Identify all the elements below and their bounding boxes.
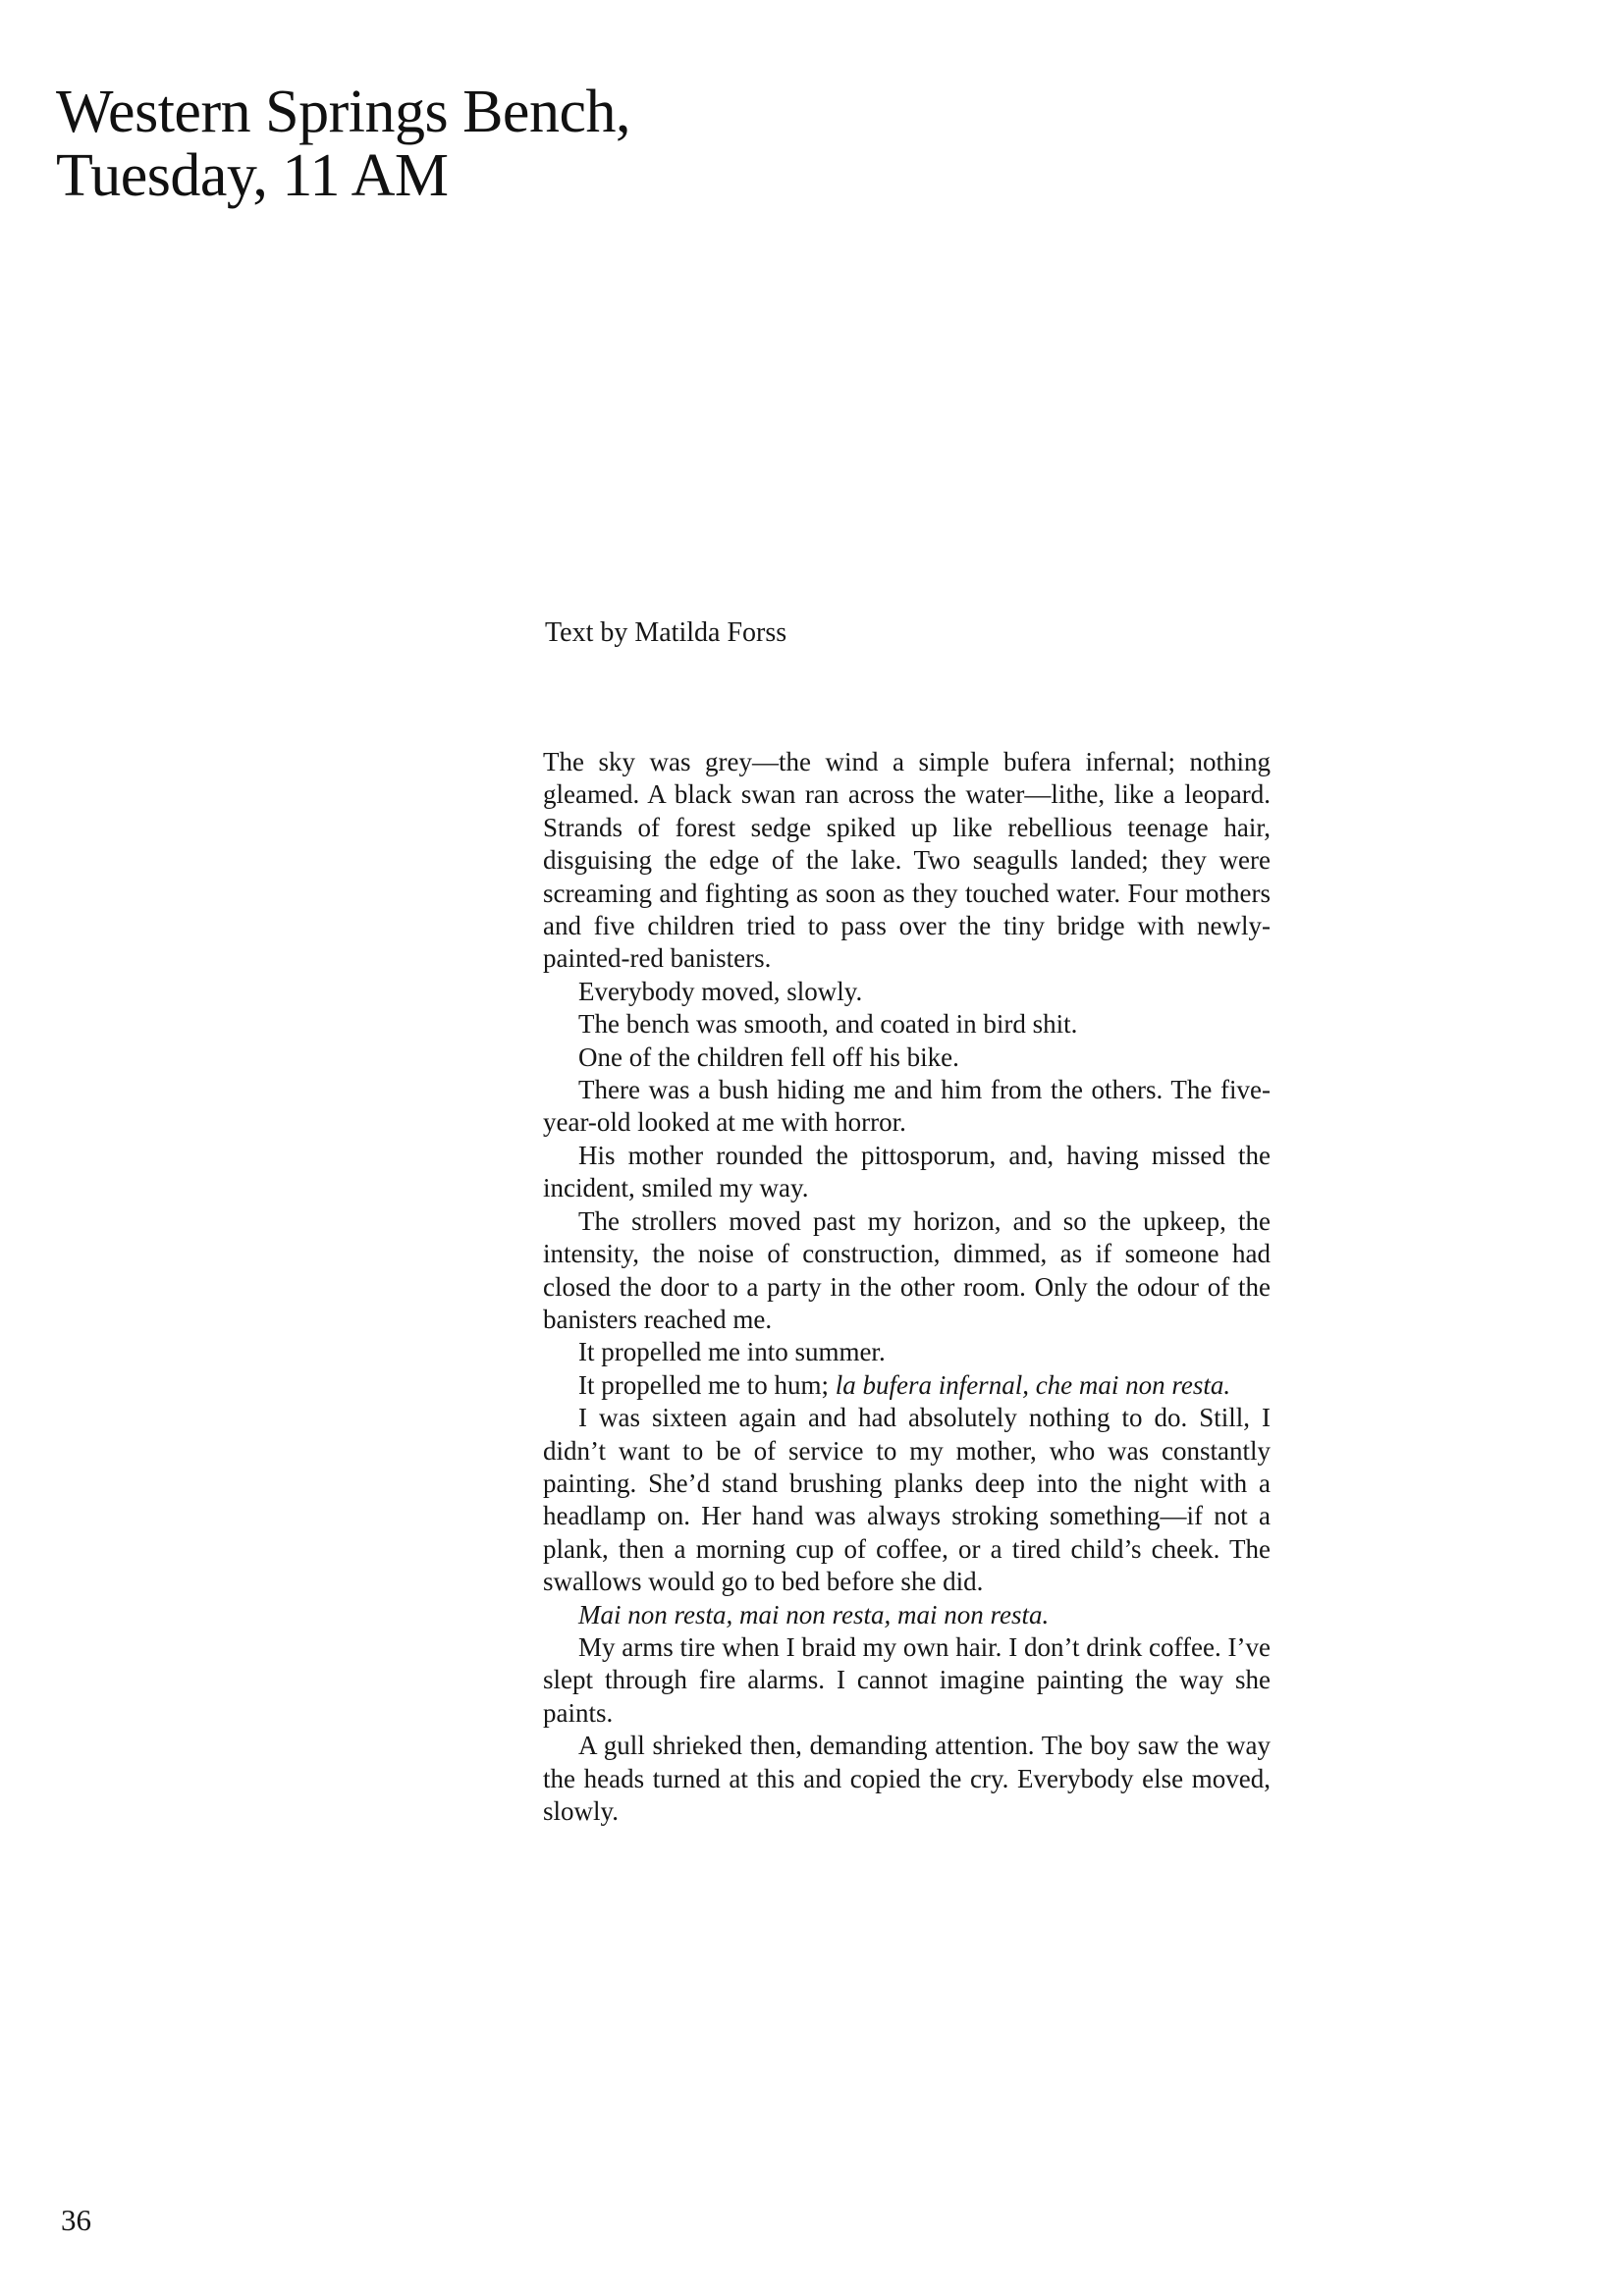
text-run: It propelled me into summer.: [578, 1337, 886, 1367]
paragraph: [543, 1402, 1271, 1598]
paragraph: [543, 1074, 1271, 1140]
text-run: The bench was smooth, and coated in bird shit.: [578, 1009, 1078, 1040]
paragraph: [543, 1205, 1271, 1337]
text-run: One of the children fell off his bike.: [578, 1041, 959, 1072]
paragraph: [543, 1369, 1271, 1402]
paragraph: [543, 1140, 1271, 1205]
text-run: Everybody moved, slowly.: [578, 976, 863, 1006]
text-run: I was sixteen again and had absolutely nothing to do. Still, I didn’t want to be of service to my mother, who was constantly painting. She’d stand brushing planks deep into the night with a headlamp on. Her hand was always stroking something—if not a plank, then a morning cup of coffee, or a tired child’s cheek. The swallows would go to bed before she did.: [543, 1403, 1271, 1597]
paragraph: [543, 976, 1271, 1008]
page-number: 36: [61, 2203, 91, 2237]
paragraph: [543, 1730, 1271, 1828]
byline: Text by Matilda Forss: [545, 617, 787, 648]
text-run: His mother rounded the pittosporum, and, having missed the incident, smiled my way.: [543, 1140, 1271, 1203]
title-line-2: Tuesday, 11 AM: [56, 141, 449, 209]
text-run: It propelled me to hum;: [578, 1369, 836, 1400]
paragraph: [543, 1631, 1271, 1730]
text-run: A gull shrieked then, demanding attention. The boy saw the way the heads turned at this and copied the cry. Everybody else moved, slowly.: [543, 1731, 1271, 1826]
text-run: There was a bush hiding me and him from the others. The five-year-old looked at me with horror.: [543, 1075, 1271, 1138]
paragraph: [543, 1041, 1271, 1074]
article-body: [543, 746, 1271, 1828]
text-run: My arms tire when I braid my own hair. I don’t drink coffee. I’ve slept through fire alarms. I cannot imagine painting the way she paints.: [543, 1631, 1271, 1728]
title-line-1: Western Springs Bench,: [56, 78, 630, 145]
paragraph: [543, 1336, 1271, 1368]
italic-text-run: la bufera infernal, che mai non resta.: [835, 1369, 1231, 1400]
paragraph: [543, 746, 1271, 976]
italic-text-run: Mai non resta, mai non resta, mai non resta.: [578, 1599, 1050, 1629]
paragraph: [543, 1599, 1271, 1631]
text-run: The sky was grey—the wind a simple bufera infernal; nothing gleamed. A black swan ran across the water—lithe, like a leopard. Strands of forest sedge spiked up like rebellious teenage hair, disguising the edge of the lake. Two seagulls landed; they were screaming and fighting as soon as they touched water. Four mothers and five children tried to pass over the tiny bridge with newly-painted-red banisters.: [543, 747, 1271, 974]
paragraph: [543, 1008, 1271, 1041]
text-run: The strollers moved past my horizon, and so the upkeep, the intensity, the noise of construction, dimmed, as if someone had closed the door to a party in the other room. Only the odour of the banisters reached me.: [543, 1205, 1271, 1334]
page-title: [56, 80, 630, 208]
